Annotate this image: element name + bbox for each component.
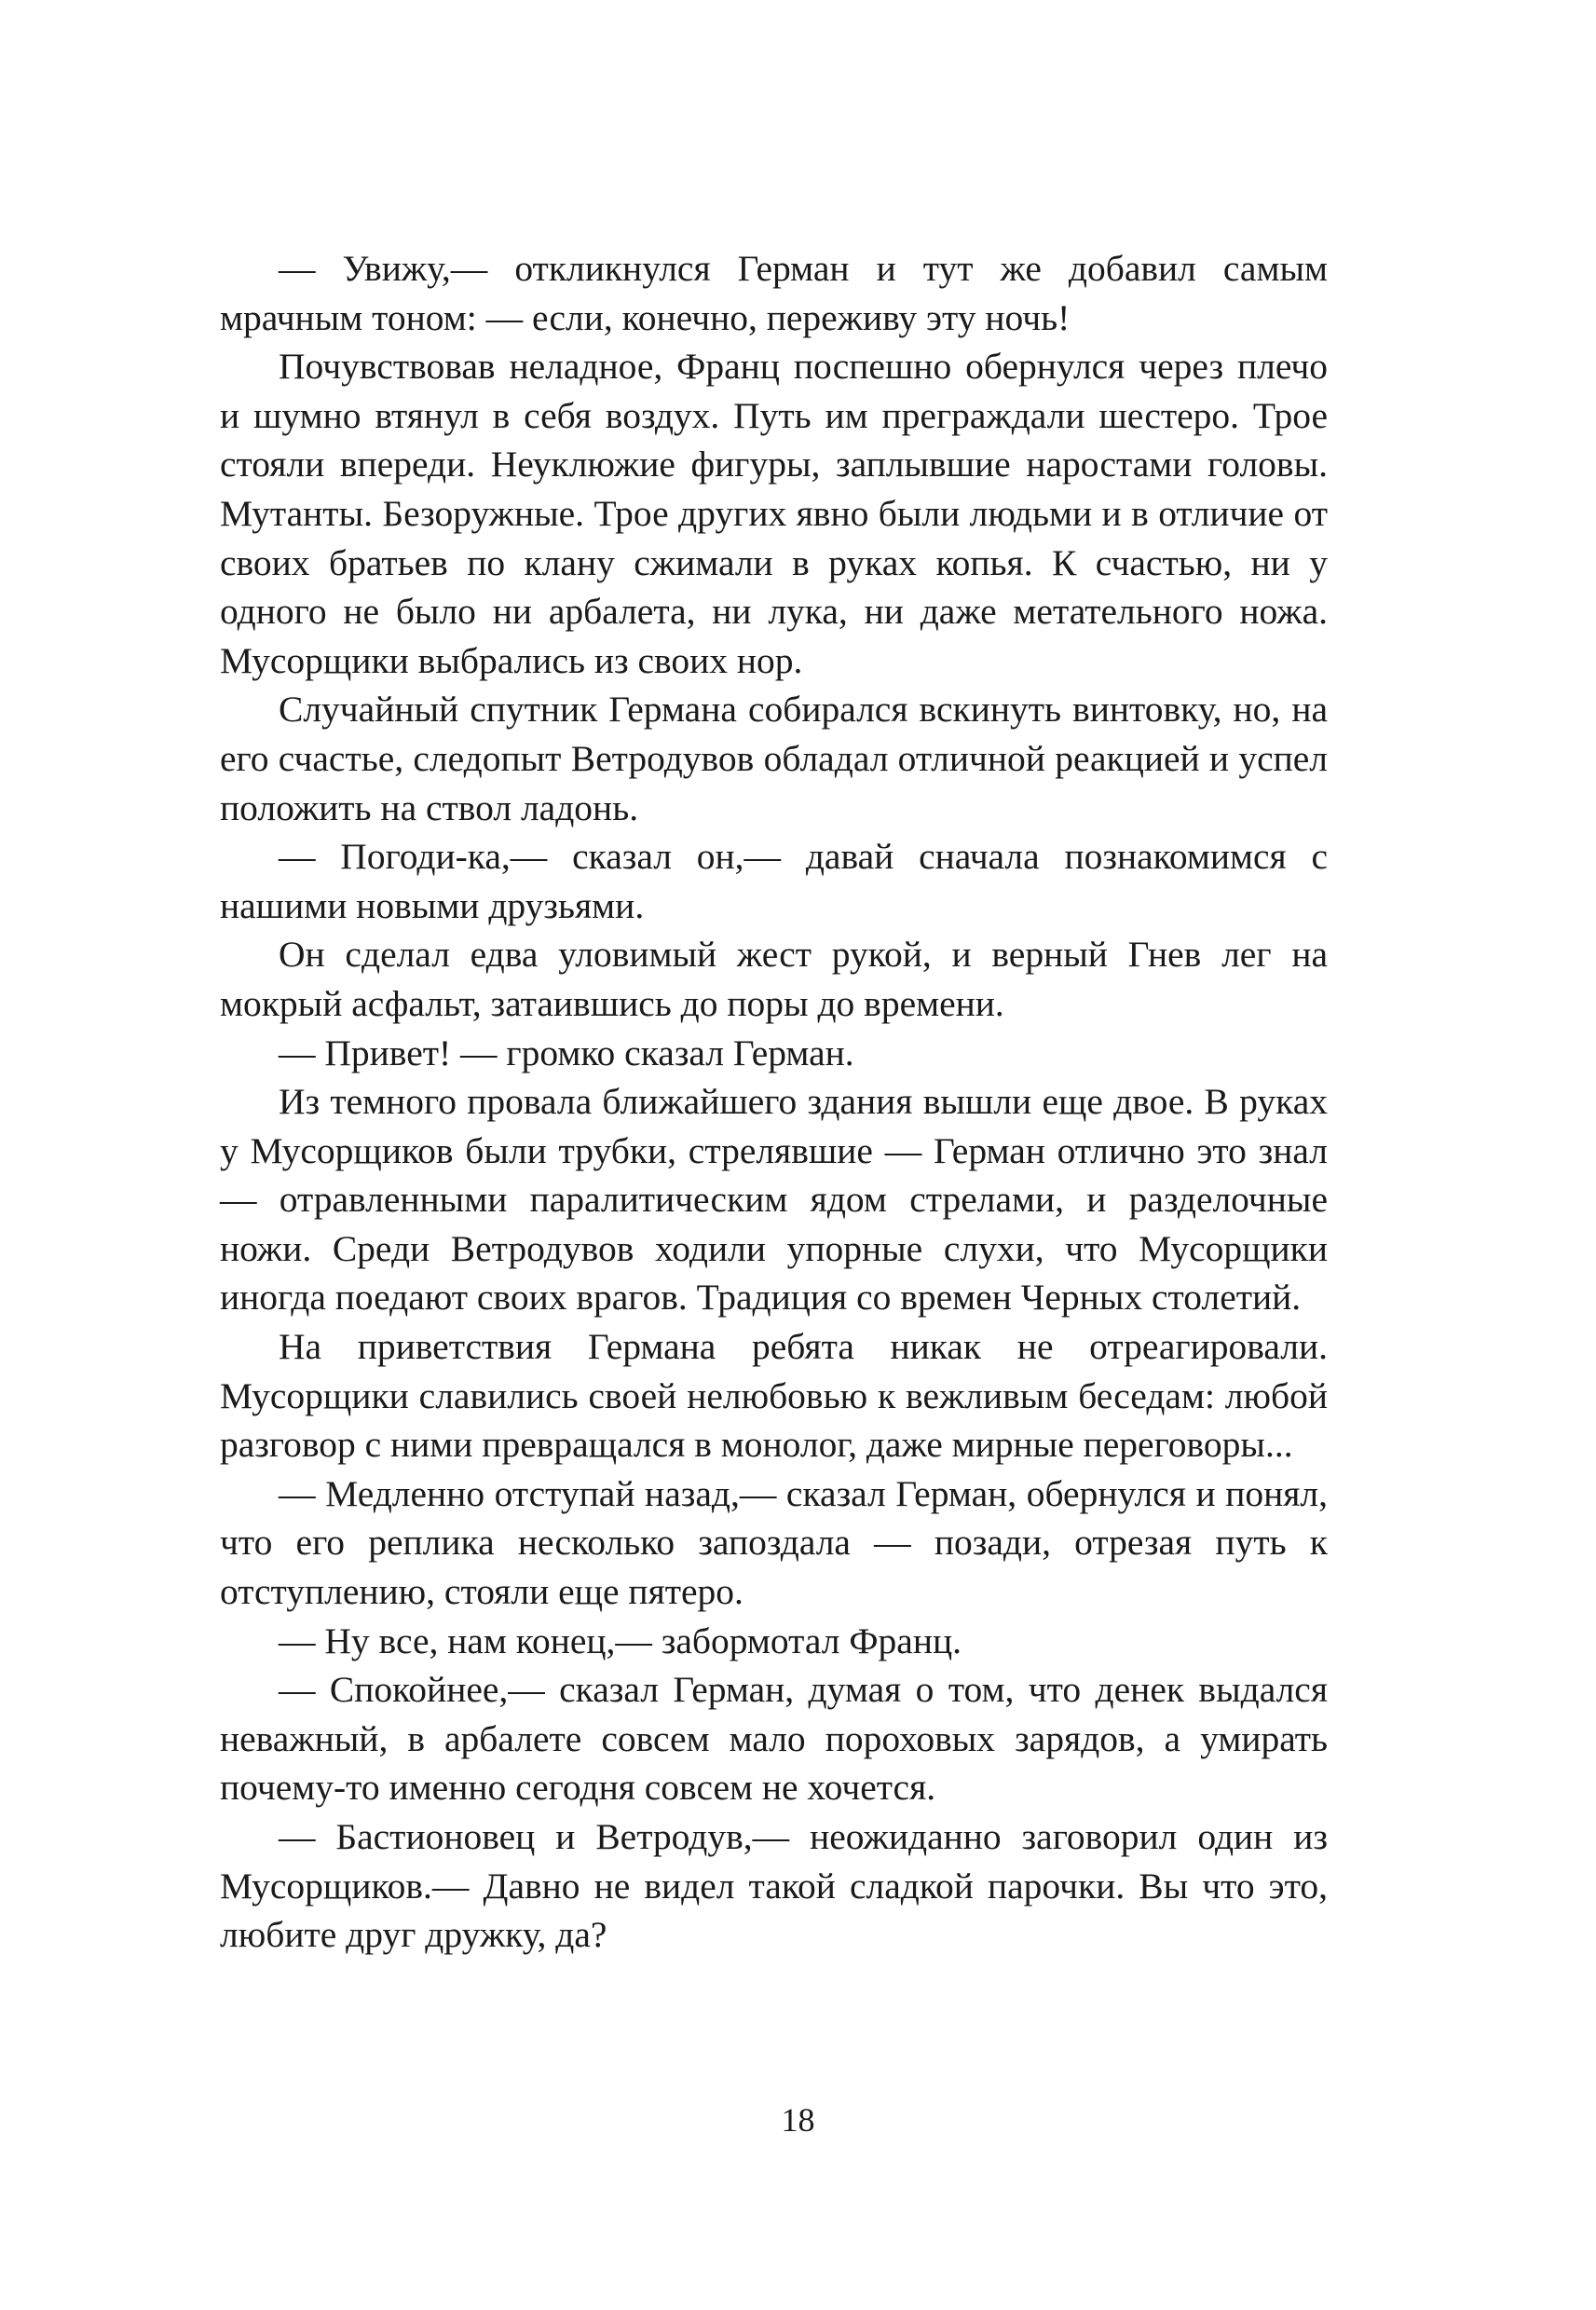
paragraph: — Увижу,— откликнулся Герман и тут же добавил самым мрачным тоном: — если, конечно, переживу эту ночь! <box>220 248 1328 338</box>
paragraph: — Привет! — громко сказал Герман. <box>279 1032 854 1073</box>
paragraph: Он сделал едва уловимый жест рукой, и верный Гнев лег на мокрый асфальт, затаившись до поры до времени. <box>220 934 1328 1024</box>
paragraph: Случайный спутник Германа собирался вскинуть винтовку, но, на его счастье, следопыт Ветродувов обладал отличной реакцией и успел положить на ствол ладонь. <box>220 689 1328 828</box>
page-body-text <box>220 244 1328 1960</box>
paragraph: — Медленно отступай назад,— сказал Герман, обернулся и понял, что его реплика несколько запоздала — позади, отрезая путь к отступлению, стояли еще пятеро. <box>220 1472 1328 1613</box>
paragraph: — Ну все, нам конец,— забормотал Франц. <box>279 1620 962 1661</box>
page-number: 18 <box>781 2101 815 2139</box>
paragraph: — Погоди-ка,— сказал он,— давай сначала познакомимся с нашими новыми друзьями. <box>220 836 1328 926</box>
paragraph: — Спокойнее,— сказал Герман, думая о том, что денек выдался неважный, в арбалете совсем мало пороховых зарядов, а умирать почему-то именно сегодня совсем не хочется. <box>220 1669 1328 1809</box>
paragraph: Почувствовав неладное, Франц поспешно обернулся через плечо и шумно втянул в себя воздух. Путь им преграждали шестеро. Трое стояли впереди. Неуклюжие фигуры, заплывшие наростами головы. Мутанты. Безоружные. Трое других явно были людьми и в отличие от своих братьев по клану сжимали в руках копья. К счастью, ни у одного не было ни арбалета, ни лука, ни даже метательного ножа. Мусорщики выбрались из своих нор. <box>220 346 1328 681</box>
paragraph: — Бастионовец и Ветродув,— неожиданно заговорил один из Мусорщиков.— Давно не видел такой сладкой парочки. Вы что это, любите друг дружку, да? <box>220 1816 1328 1956</box>
paragraph: Из темного провала ближайшего здания вышли еще двое. В руках у Мусорщиков были трубки, стрелявшие — Герман отлично это знал — отравленными паралитическим ядом стрелами, и разделочные ножи. Среди Ветродувов ходили упорные слухи, что Мусорщики иногда поедают своих врагов. Традиция со времен Черных столетий. <box>220 1081 1328 1319</box>
paragraph: На приветствия Германа ребята никак не отреагировали. Мусорщики славились своей нелюбовью к вежливым беседам: любой разговор с ними превращался в монолог, даже мирные переговоры... <box>220 1326 1328 1466</box>
